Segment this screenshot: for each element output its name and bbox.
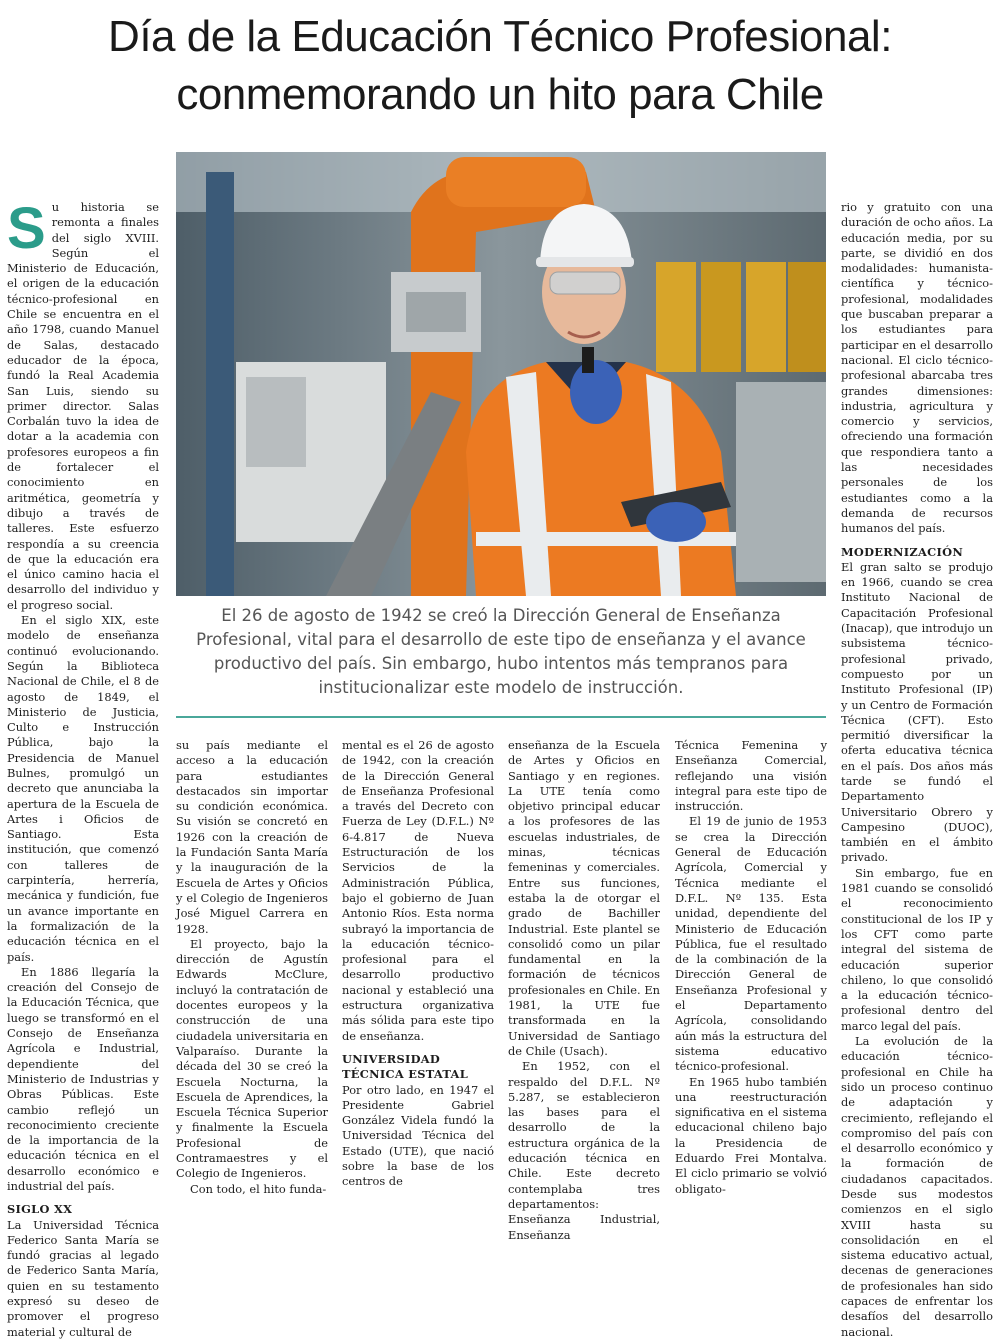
paragraph: Técnica Femenina y Enseñanza Comercial, reflejando una visión integral para este tipo de instrucción. <box>675 738 827 814</box>
drop-cap: S <box>7 196 46 261</box>
article-column-3 <box>342 738 494 1189</box>
paragraph: La evolución de la educación técnico-profesional en Chile ha sido un proceso continuo de adaptación y crecimiento, reflejando el compromiso del país con el desarrollo económico y la formación de ciudadanos capacitados. Desde sus modestos comienzos en el siglo XVIII hasta su consolidación en el sistema educativo actual, decenas de generaciones de profesionales han sido capaces de enfrentar los desafíos del desarrollo nacional. <box>841 1034 993 1339</box>
paragraph: Por otro lado, en 1947 el Presidente Gabriel González Videla fundó la Universidad Técnica del Estado (UTE), que nació sobre la base de los centros de <box>342 1082 494 1189</box>
paragraph: El gran salto se produjo en 1966, cuando se crea Instituto Nacional de Capacitación Profesional (Inacap), que introdujo un subsistema técnico-profesional privado, compuesto por un Instituto Profesional (IP) y un Centro de Formación Técnica (CFT). Esto permitió diversificar la oferta educativa técnica en el país. Dos años más tarde se fundó el Departamento Universitario Obrero y Campesino (DUOC), también en el ámbito privado. <box>841 559 993 865</box>
paragraph: u historia se remonta a finales del siglo XVIII. Según el Ministerio de Educación, el origen de la educación técnico-profesional en Chile se encuentra en el año 1798, cuando Manuel de Salas, destacado educador de la época, fundó la Real Academia San Luis, siendo su primer director. Salas Corbalán tuvo la idea de dotar a la academia con profesores europeos a fin de fortalecer el conocimiento en aritmética, geometría y dibujo a través de talleres. Este esfuerzo respondía a su creencia de que la educación era el único camino hacia el desarrollo del individuo y el progreso social. <box>7 200 159 612</box>
blue-pillar <box>206 172 234 596</box>
paragraph: En 1965 hubo también una reestructuración significativa en el sistema educacional chileno bajo la Presidencia de Eduardo Frei Montalva. El ciclo primario se volvió obligato- <box>675 1074 827 1196</box>
headline-line-2: conmemorando un hito para Chile <box>176 70 824 119</box>
paragraph: su país mediante el acceso a la educación para estudiantes destacados sin importar su condición económica. Su visión se concretó en 1926 con la creación de la Fundación Santa María y la inauguración de la Escuela de Artes y Oficios y el Colegio de Ingenieros José Miguel Carrera en 1928. <box>176 738 328 936</box>
photo-illustration <box>176 152 826 596</box>
photo-caption: El 26 de agosto de 1942 se creó la Dirección General de Enseñanza Profesional, vital para el desarrollo de este tipo de enseñanza y el avance productivo del país. Sin embargo, hubo intentos más tempranos para institucionalizar este modelo de instrucción. <box>196 606 806 697</box>
paragraph: El 19 de junio de 1953 se crea la Dirección General de Educación Agrícola, Comercial y Técnica mediante el D.F.L. Nº 135. Esta unidad, dependiente del Ministerio de Educación Pública, fue el resultado de la combinación de la Dirección General de Enseñanza Profesional y el Departamento Agrícola, consolidando aún más la estructura del sistema educativo técnico-profesional. <box>675 814 827 1074</box>
paragraph: En el siglo XIX, este modelo de enseñanza continuó evolucionando. Según la Biblioteca Nacional de Chile, el 8 de agosto de 1849, el Ministerio de Justicia, Culto e Instrucción Pública, bajo la Presidencia de Manuel Bulnes, promulgó un decreto que anunciaba la apertura de la Escuela de Artes i Oficios de Santiago. Esta institución, que comenzó con talleres de carpintería, herrería, mecánica y fundición, fue un avance importante en la formalización de la educación técnica en el país. <box>7 613 159 964</box>
paragraph: En 1952, con el respaldo del D.F.L. Nº 5.287, se establecieron las bases para el desarrollo de la estructura orgánica de la educación técnica en Chile. Este decreto contemplaba tres departamentos: Enseñanza Industrial, Enseñanza <box>508 1059 660 1242</box>
article-column-6 <box>841 200 993 1339</box>
yellow-barrels <box>656 262 826 372</box>
headline <box>0 8 1000 124</box>
paragraph: enseñanza de la Escuela de Artes y Oficios en Santiago y en regiones. La UTE tenía como objetivo principal educar a los profesores de las escuelas industriales, de minas, técnicas femeninas y comerciales. Entre sus funciones, estaba la de otorgar el grado de Bachiller Industrial. Este plantel se consolidó como un pilar fundamental en la formación de técnicos profesionales en Chile. En 1981, la UTE fue transformada en la Universidad de Santiago de Chile (Usach). <box>508 738 660 1058</box>
paragraph: Con todo, el hito funda- <box>190 1181 327 1196</box>
paragraph: El proyecto, bajo la dirección de Agustín Edwards McClure, incluyó la contratación de docentes europeos y la construcción de una ciudadela universitaria en Valparaíso. Durante la década del 30 se creó la Escuela Nocturna, la Escuela de Aprendices, la Escuela Técnica Superior y finalmente la Escuela Profesional de Contramaestres y el Colegio de Ingenieros. <box>176 936 328 1181</box>
section-heading: MODERNIZACIÓN <box>841 544 964 559</box>
article-column-5 <box>675 738 827 1196</box>
paragraph: rio y gratuito con una duración de ocho años. La educación media, por su parte, se dividió en dos modalidades: humanista-científica y técnico-profesional, modalidades que buscaban preparar a los estudiantes para participar en el desarrollo nacional. El ciclo técnico-profesional abarcaba tres grandes dimensiones: industria, agricultura y comercio y servicios, ofreciendo una formación que respondiera tanto a las necesidades personales de los estudiantes como a la demanda de recursos humanos del país. <box>841 200 993 536</box>
paragraph: La Universidad Técnica Federico Santa María se fundó gracias al legado de Federico Santa María, quien en su testamento expresó su deseo de promover el progreso material y cultural de <box>7 1217 159 1339</box>
caption-divider <box>176 716 826 718</box>
article-column-2 <box>176 738 328 1196</box>
article-column-4 <box>508 738 660 1242</box>
section-heading: SIGLO XX <box>7 1202 73 1217</box>
section-heading: UNIVERSIDAD TÉCNICA ESTATAL <box>342 1051 469 1082</box>
cabinet-panel <box>246 377 306 467</box>
paragraph: En 1886 llegaría la creación del Consejo de la Educación Técnica, que luego se transformó en el Consejo de Enseñanza Agrícola e Industrial, dependiente del Ministerio de Industrias y Obras Públicas. Este cambio reflejó un reconocimiento creciente de la importancia de la educación técnica en el desarrollo económico e industrial del país. <box>7 964 159 1193</box>
headline-line-1: Día de la Educación Técnico Profesional: <box>108 12 892 61</box>
article-column-1 <box>7 196 159 1339</box>
paragraph: Sin embargo, fue en 1981 cuando se consolidó el reconocimiento constitucional de los IP y los CFT como parte integral del sistema de educación superior chileno, lo que consolidó a la educación técnico-profesional dentro del marco legal del país. <box>841 865 993 1033</box>
right-machine <box>736 382 826 582</box>
student-technician-photo <box>176 152 826 596</box>
paragraph: mental es el 26 de agosto de 1942, con la creación de la Dirección General de Enseñanza Profesional a través del Decreto con Fuerza de Ley (D.F.L.) Nº 6-4.817 de Nueva Estructuración de los Servicios de la Administración Pública, bajo el gobierno de Juan Antonio Ríos. Esta norma subrayó la importancia de la educación técnico-profesional para el desarrollo productivo nacional y estableció una estructura organizativa más sólida para este tipo de enseñanza. <box>342 738 494 1043</box>
